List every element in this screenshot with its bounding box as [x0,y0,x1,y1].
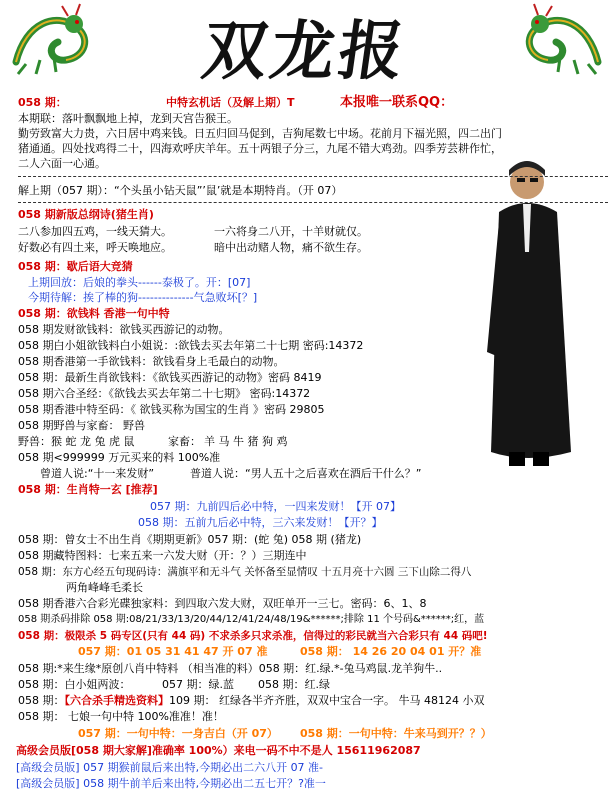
list-item: 058 期香港六合彩光碟独家料：到四取六发大财，双旺单开一三七。密码：6、1、8 [18,597,427,610]
vip-line: [高级会员版] 057 期猴前鼠后来出特,今期必出二六八开 07 准- [16,761,324,774]
kill-zone: 058 期：极限杀 5 码专区(只有 44 码) 不求杀多只求杀准，信得过的彩民就当六合彩只有 44 码吧! [18,630,488,642]
xiehouyu-title: 058 期：歇后语大竞猜 [18,260,133,273]
contact-qq: 本报唯一联系QQ： [340,95,454,110]
vip-line: 高级会员版[058 期大家解]准确率 100%）来电一码不中不是人 15611962087 [16,744,421,757]
verse-line: 二人六面一心通。 [18,157,106,170]
qianlan-item: 058 期：最新生肖欲钱料：《欲钱买西游记的动物》密码 8419 [18,371,322,384]
oneword-b: 058 期：一句中特：牛来马到开？？） [300,727,492,740]
pair-c: 058 期：红.绿 [258,678,330,691]
poem-line: 一六将身二八开，十羊财就仅。 [214,225,368,238]
list-item: 058 期:*来生缘*原创八肖中特料 （相当准的料）058 期：红.绿.*-兔马鸡鼠.龙羊狗牛.. [18,662,443,675]
divider [18,202,608,203]
masthead-area [0,0,614,96]
qianlan-item: 058 期发财欲钱料：欲钱买西游记的动物。 [18,323,230,336]
poem-line: 暗中出动赌人物，痛不欲生存。 [214,241,368,254]
wild-label: 野兽： [18,435,51,448]
lhc-issue: 058 期： [18,694,65,707]
dragon-left-icon [6,2,98,80]
home-label: 家畜： [168,435,201,448]
xiehouyu-now: 今期待解：挨了棒的狗--------------气急败坏[？] [28,291,258,304]
pair-a: 058 期：白小姐两波： [18,678,131,691]
qianlan-item: 058 期六合圣经：《欲钱去买去年第二十七期》 密码:14372 [18,387,311,400]
shengxiao-b2: 058 期：五前九后必中特，三六来发财！【开？】 [138,516,383,529]
qianlan-item: 058 期野兽与家畜： 野兽 [18,419,145,432]
shengxiao-b1: 057 期：九前四后必中特，一四来发财！【开 07】 [150,500,401,513]
verse-line: 本期联：落叶飘飘地上掉，龙到天宫告猴王。 [18,112,238,125]
list-item: 058 期：东方心经五句现码诗：满旗平和无斗气 关怀备至显情叹 十五月亮十六圆 三下山除二得八 [18,566,472,578]
qianlan-item: 058 期白小姐欲钱料白小姐说：:欲钱去买去年第二十七期 密码:14372 [18,339,364,352]
qianlan-item: 058 期香港第一手欲钱料：欲钱看身上毛最白的动物。 [18,355,285,368]
poem-title: 058 期新版总纲诗(猪生肖) [18,208,154,221]
section-title: 中特玄机话（及解上期）T [166,96,295,109]
qianlan-title: 058 期：欲钱料 香港一句中特 [18,307,170,320]
masthead-title: 双龙报 [197,14,413,89]
solve-last: 解上期（057 期）：“个头虽小钻天鼠”’鼠’就是本期特肖。（开 07） [18,184,343,197]
lhc-rest: 109 期： 红绿各半齐齐胜，双双中宝合一字。 牛马 48124 小双 [169,694,485,707]
saying-a: 曾道人说:“十一来发财” [40,467,155,480]
home-animals: 羊 马 牛 猪 狗 鸡 [204,435,288,448]
top-issue: 058 期： [18,96,67,109]
seven-line: 058 期： 七娘一句中特 100%准准！准！ [18,710,224,723]
poem-line: 好数必有四土来，呼天唤地应。 [18,241,172,254]
qianlan-item: 058 期香港中特至码：《 欲钱买称为国宝的生肖 》密码 29805 [18,403,325,416]
n999-line: 058 期<999999 万元买来的料 100%准 [18,451,221,464]
list-item: 058 期杀码排除 058 期:08/21/33/13/20/44/12/41/24/48/19&******;排除 11 个号码&******;红，蓝 [18,614,485,625]
codes-b: 058 期： 14 26 20 04 01 开？准 [300,645,482,658]
list-item: 058 期：曾女士不出生肖《期期更新》057 期：(蛇 兔) 058 期 (猪龙) [18,533,362,546]
oneword-a: 057 期：一句中特：一身吉白（开 07） [78,727,278,740]
dragon-right-icon [516,2,608,80]
divider [18,176,608,177]
poem-line: 二八参加四五鸡，一线天猜大。 [18,225,172,238]
lhc-tag: 【六合杀手精选资料】 [64,694,169,707]
wild-animals: 猴 蛇 龙 兔 虎 鼠 [51,435,135,448]
man-in-robe-photo [487,152,591,477]
list-item: 058 期藏特图料：七来五来一六发大财（开：？）三期连中 [18,549,307,562]
saying-b: 普道人说：“男人五十之后喜欢在酒后干什么？” [190,467,422,480]
list-item: 两角峰峰毛柔长 [66,581,143,594]
codes-a: 057 期：01 05 31 41 47 开 07 准 [78,645,268,658]
verse-line: 猪通通。四处找鸡得二十，四海欢呼庆羊年。五十两银子分三，九尾不错大鸡劲。四季芳芸耕作忙， [18,142,502,155]
verse-line: 勤劳致富大力贵，六日居中鸡来钱。日五归回马促到，吉狗尾数七中场。花前月下福光照，四二出门 [18,127,502,140]
xiehouyu-last: 上期回放：后娘的拳头------泰极了。开：[07] [28,276,251,289]
pair-b: 057 期：绿.蓝 [162,678,234,691]
vip-line: [高级会员版] 058 期牛前羊后来出特,今期必出二五七开？?准一 [16,777,326,790]
shengxiao-title: 058 期：生肖特一玄 [推荐] [18,483,158,496]
